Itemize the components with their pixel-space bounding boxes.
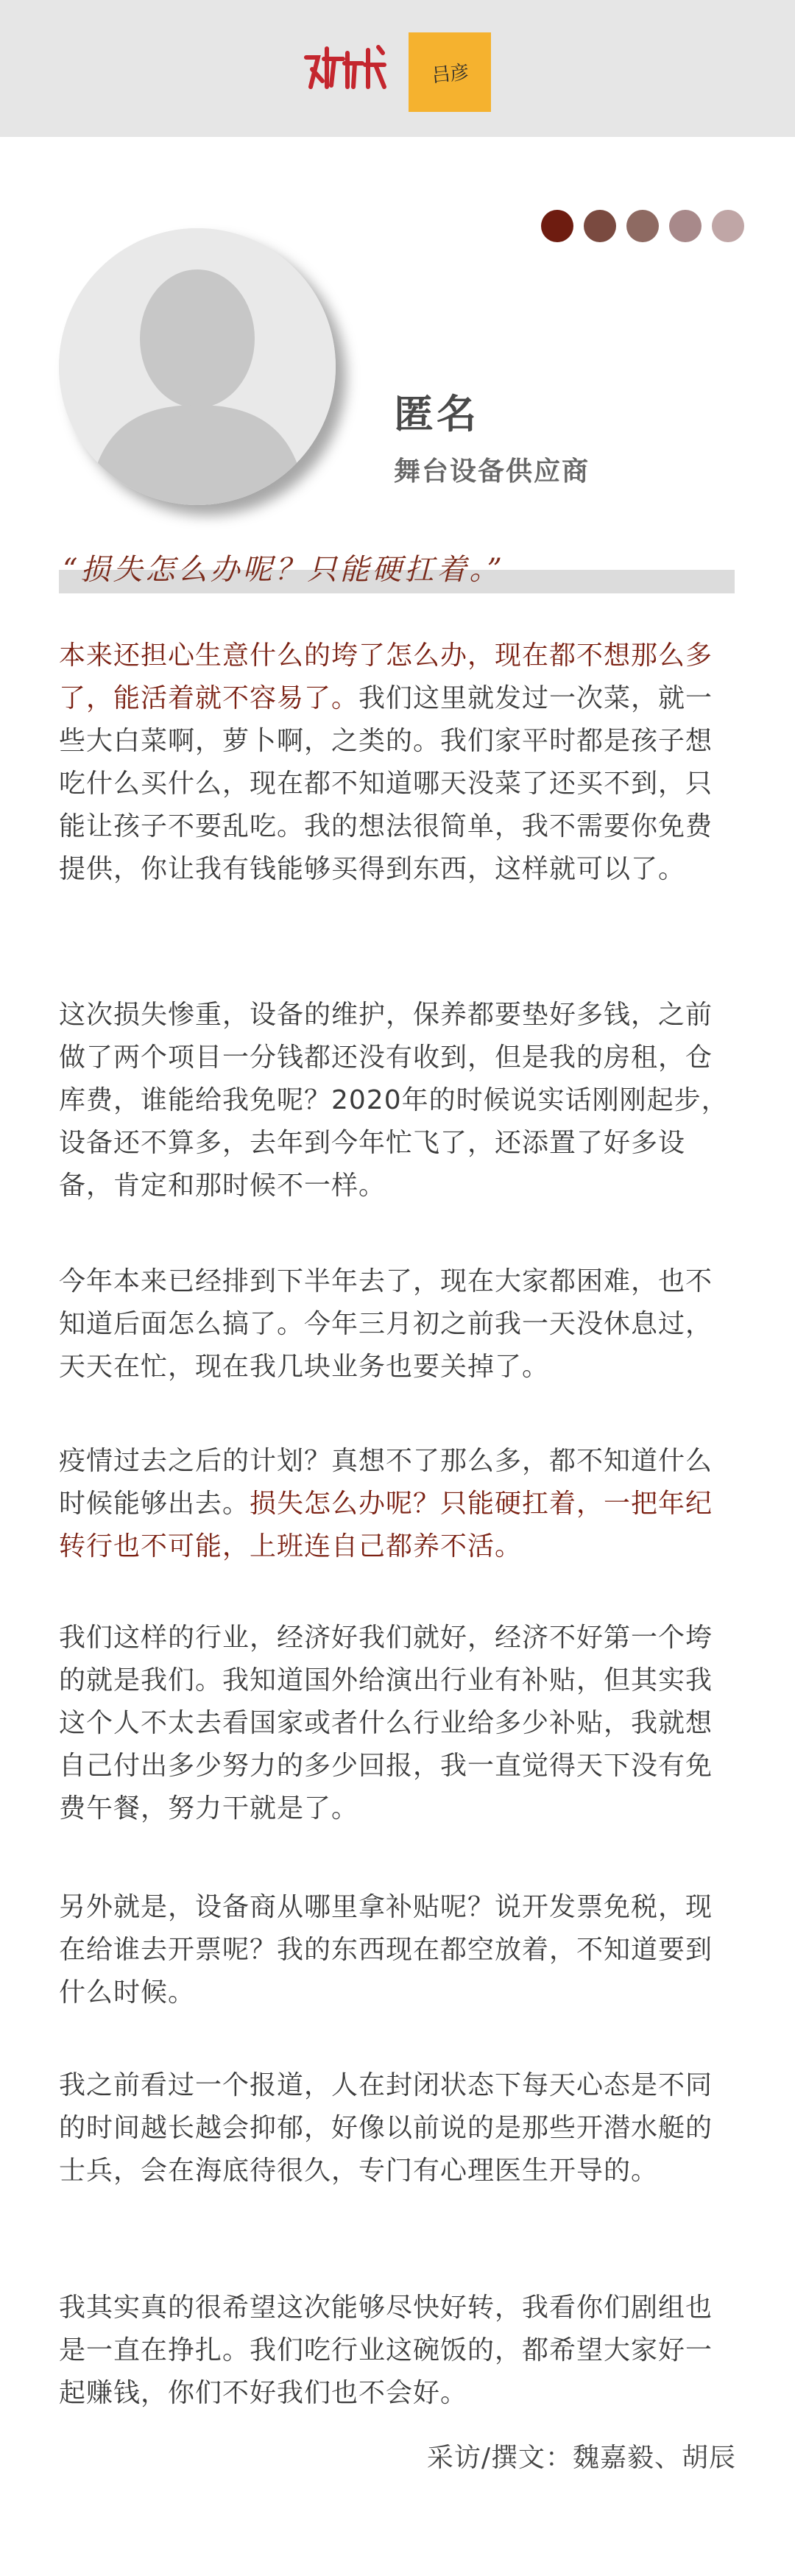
paragraph-8: [59, 2287, 736, 2415]
person-placeholder-icon: [59, 228, 336, 505]
indicator-dot-1: [541, 210, 573, 242]
paragraph-1: [59, 635, 736, 891]
interviewee-role: 舞台设备供应商: [394, 456, 590, 487]
paragraph-2-text: 这次损失惨重，设备的维护，保养都要垫好多钱，之前做了两个项目一分钱都还没有收到，但是我的房租，仓库费，谁能给我免呢？2020年的时候说实话刚刚起步，设备还不算多，去年到今年忙飞了，还添置了好多设备，肯定和那时候不一样。: [59, 1000, 729, 1201]
partner-logo-text: 吕彦: [430, 60, 470, 88]
paragraph-4-text: 疫情过去之后的计划？真想不了那么多，都不知道什么时候能够出去。: [59, 1446, 713, 1519]
paragraph-7-text: 我之前看过一个报道，人在封闭状态下每天心态是不同的时间越长越会抑郁，好像以前说的是那些开潜水艇的士兵，会在海底待很久，专门有心理医生开导的。: [59, 2070, 713, 2186]
page-indicator-dots: [541, 210, 744, 242]
indicator-dot-5: [712, 210, 744, 242]
paragraph-8-text: 我其实真的很希望这次能够尽快好转，我看你们剧组也是一直在挣扎。我们吃行业这碗饭的，都希望大家好一起赚钱，你们不好我们也不会好。: [59, 2293, 713, 2408]
paragraph-2: [59, 994, 736, 1207]
interviewee-name: 匿名: [394, 390, 479, 437]
paragraph-1-text: 我们这里就发过一次菜，就一些大白菜啊，萝卜啊，之类的。我们家平时都是孩子想吃什么买什么，现在都不知道哪天没菜了还买不到，只能让孩子不要乱吃。我的想法很简单，我不需要你免费提供，你让我有钱能够买得到东西，这样就可以了。: [59, 683, 713, 884]
indicator-dot-3: [626, 210, 659, 242]
paragraph-5: [59, 1617, 736, 1830]
avatar: [59, 228, 336, 505]
author-credit: 采访/撰文：魏嘉毅、胡辰: [426, 2443, 736, 2473]
paragraph-3: [59, 1260, 736, 1388]
paragraph-1-highlight: 本来还担心生意什么的垮了怎么办，现在都不想那么多了，能活着就不容易了。: [59, 641, 713, 713]
paragraph-4-highlight: 损失怎么办呢？只能硬扛着，一把年纪转行也不可能，上班连自己都养不活。: [59, 1489, 713, 1562]
partner-logo: [409, 32, 491, 112]
indicator-dot-4: [669, 210, 702, 242]
indicator-dot-2: [584, 210, 616, 242]
brand-logo-icon: [302, 43, 389, 91]
paragraph-6-text: 另外就是，设备商从哪里拿补贴呢？说开发票免税，现在给谁去开票呢？我的东西现在都空放着，不知道要到什么时候。: [59, 1892, 713, 2008]
pull-quote: “损失怎么办呢？只能硬扛着。”: [63, 553, 505, 587]
paragraph-6: [59, 1886, 736, 2014]
header-bar: [0, 0, 795, 137]
paragraph-7: [59, 2064, 736, 2192]
paragraph-4: [59, 1440, 736, 1568]
paragraph-3-text: 今年本来已经排到下半年去了，现在大家都困难，也不知道后面怎么搞了。今年三月初之前我一天没休息过，天天在忙，现在我几块业务也要关掉了。: [59, 1266, 713, 1382]
paragraph-5-text: 我们这样的行业，经济好我们就好，经济不好第一个垮的就是我们。我知道国外给演出行业有补贴，但其实我这个人不太去看国家或者什么行业给多少补贴，我就想自己付出多少努力的多少回报，我一直觉得天下没有免费午餐，努力干就是了。: [59, 1623, 713, 1824]
